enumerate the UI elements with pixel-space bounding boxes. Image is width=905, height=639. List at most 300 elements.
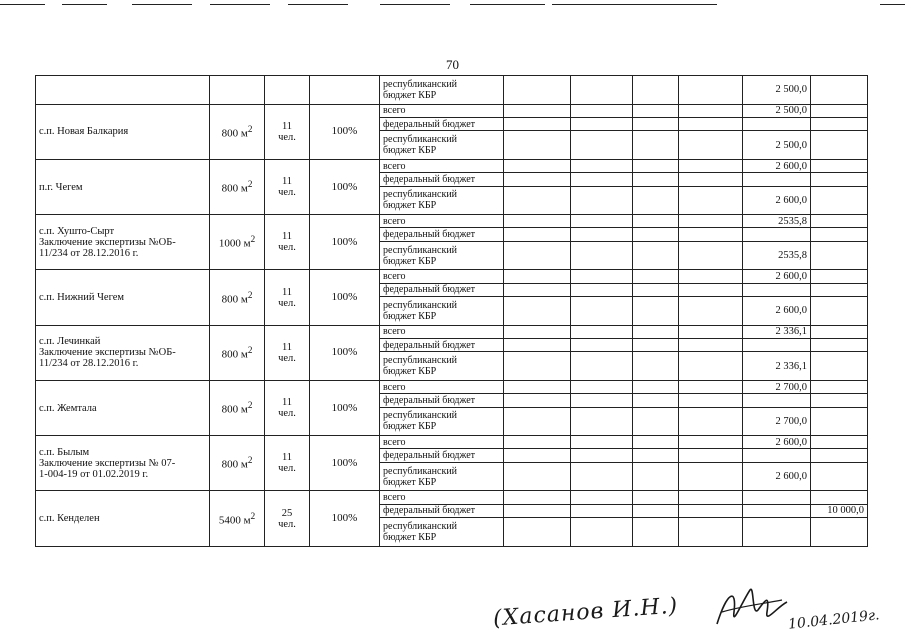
empty-cell: [633, 394, 679, 407]
people-cell: [265, 491, 310, 547]
source-line: бюджет КБР: [383, 89, 437, 101]
settlement-name-cell: [36, 380, 210, 435]
value-cell-last: [811, 407, 868, 436]
source-line: всего: [383, 271, 406, 283]
empty-cell: [679, 283, 743, 296]
value-cell-last: [811, 131, 868, 160]
empty-cell: [504, 131, 571, 160]
source-line: федеральный бюджет: [383, 505, 476, 517]
empty-cell: [633, 518, 679, 547]
empty-cell: [504, 117, 571, 130]
empty-cell: [571, 76, 633, 105]
empty-cell: [504, 449, 571, 462]
source-line: федеральный бюджет: [383, 229, 476, 241]
source-cell: [380, 338, 504, 351]
source-line: всего: [383, 160, 406, 172]
percent-cell: 100%: [310, 491, 380, 547]
empty-cell: [679, 491, 743, 504]
empty-cell: [633, 117, 679, 130]
people-unit: чел.: [278, 463, 296, 475]
value-cell: 2 600,0: [743, 186, 811, 215]
empty-cell: [633, 104, 679, 117]
signature: [712, 582, 792, 632]
area-cell: [210, 436, 265, 491]
empty-cell: [504, 394, 571, 407]
source-line: республиканский: [383, 189, 458, 201]
value-cell: [743, 518, 811, 547]
empty-cell: [504, 338, 571, 351]
percent-cell: 100%: [310, 104, 380, 159]
empty-cell: [504, 283, 571, 296]
source-cell: [380, 352, 504, 381]
empty-cell: [633, 436, 679, 449]
area-unit-power: 2: [250, 510, 256, 521]
empty-cell: [633, 131, 679, 160]
empty-cell: [679, 270, 743, 283]
empty-cell: [571, 352, 633, 381]
empty-cell: [679, 159, 743, 172]
top-rule: [288, 4, 348, 5]
empty-cell: [571, 215, 633, 228]
source-line: федеральный бюджет: [383, 450, 476, 462]
area-unit-power: 2: [247, 455, 253, 466]
source-line: федеральный бюджет: [383, 394, 476, 406]
source-line: всего: [383, 326, 406, 338]
empty-cell: [504, 173, 571, 186]
settlement-name-line: с.п. Лечинкай: [39, 336, 101, 348]
empty-cell: [633, 380, 679, 393]
people-unit: чел.: [278, 408, 296, 420]
budget-table: [35, 75, 868, 547]
handwritten-name: (Хасанов И.Н.): [492, 593, 679, 632]
value-cell-last: [811, 186, 868, 215]
source-cell: [380, 241, 504, 270]
area-value: 800 м: [221, 182, 248, 195]
table-row: [36, 380, 868, 393]
empty-cell: [210, 76, 265, 105]
empty-cell: [504, 76, 571, 105]
handwritten-date: 10.04.2019г.: [787, 607, 881, 633]
empty-cell: [571, 504, 633, 517]
empty-cell: [504, 407, 571, 436]
empty-cell: [633, 462, 679, 491]
percent-cell: 100%: [310, 270, 380, 325]
source-line: бюджет КБР: [383, 145, 437, 157]
table-row: [36, 491, 868, 504]
area-cell: [210, 104, 265, 159]
value-cell: [743, 394, 811, 407]
source-cell: [380, 394, 504, 407]
empty-cell: [633, 449, 679, 462]
value-cell-last: [811, 297, 868, 326]
empty-cell: [679, 449, 743, 462]
value-cell-last: [811, 228, 868, 241]
source-cell: [380, 228, 504, 241]
empty-cell: [571, 241, 633, 270]
value-cell: 2 600,0: [743, 270, 811, 283]
top-rule: [880, 4, 905, 5]
people-count: 11: [281, 397, 293, 409]
area-cell: [210, 215, 265, 270]
empty-cell: [571, 283, 633, 296]
source-line: республиканский: [383, 410, 458, 422]
value-cell: 2 700,0: [743, 380, 811, 393]
settlement-name-cell: [36, 104, 210, 159]
people-cell: [265, 215, 310, 270]
source-cell: [380, 186, 504, 215]
area-cell: [210, 159, 265, 214]
empty-cell: [504, 518, 571, 547]
empty-cell: [679, 241, 743, 270]
empty-cell: [679, 518, 743, 547]
source-cell: [380, 159, 504, 172]
empty-cell: [679, 297, 743, 326]
value-cell: 2 600,0: [743, 436, 811, 449]
value-cell-last: [811, 283, 868, 296]
area-value: 800 м: [221, 127, 248, 140]
empty-cell: [679, 352, 743, 381]
top-rule: [132, 4, 192, 5]
source-line: федеральный бюджет: [383, 284, 476, 296]
source-line: бюджет КБР: [383, 476, 437, 488]
empty-cell: [504, 380, 571, 393]
source-line: республиканский: [383, 299, 458, 311]
empty-cell: [36, 76, 210, 105]
source-cell: [380, 380, 504, 393]
value-cell-last: [811, 380, 868, 393]
source-cell: [380, 215, 504, 228]
area-unit-power: 2: [247, 123, 253, 134]
settlement-name-line: 1-004-19 от 01.02.2019 г.: [39, 468, 149, 480]
value-cell-last: [811, 462, 868, 491]
value-cell: 2 336,1: [743, 325, 811, 338]
source-cell: [380, 104, 504, 117]
source-line: бюджет КБР: [383, 310, 437, 322]
empty-cell: [679, 186, 743, 215]
settlement-name-line: Заключение экспертизы № 07-: [39, 457, 176, 469]
empty-cell: [679, 228, 743, 241]
value-cell-last: [811, 449, 868, 462]
area-cell: [210, 380, 265, 435]
source-cell: [380, 117, 504, 130]
empty-cell: [504, 504, 571, 517]
people-cell: [265, 104, 310, 159]
empty-cell: [679, 407, 743, 436]
empty-cell: [633, 407, 679, 436]
value-cell-last: 10 000,0: [811, 504, 868, 517]
source-cell: [380, 449, 504, 462]
empty-cell: [679, 394, 743, 407]
empty-cell: [679, 325, 743, 338]
settlement-name-line: с.п. Кенделен: [39, 513, 100, 525]
empty-cell: [571, 338, 633, 351]
empty-cell: [571, 159, 633, 172]
source-line: всего: [383, 436, 406, 448]
empty-cell: [679, 173, 743, 186]
source-line: республиканский: [383, 78, 458, 90]
table-row: [36, 436, 868, 449]
source-cell: [380, 76, 504, 105]
value-cell-last: [811, 491, 868, 504]
value-cell: [743, 504, 811, 517]
empty-cell: [504, 270, 571, 283]
area-value: 800 м: [221, 459, 248, 472]
empty-cell: [679, 380, 743, 393]
people-count: 11: [281, 120, 293, 132]
people-unit: чел.: [278, 187, 296, 199]
value-cell-last: [811, 104, 868, 117]
people-cell: [265, 325, 310, 380]
settlement-name-line: с.п. Новая Балкария: [39, 126, 129, 138]
people-cell: [265, 436, 310, 491]
source-line: республиканский: [383, 355, 458, 367]
empty-cell: [504, 297, 571, 326]
empty-cell: [504, 325, 571, 338]
source-cell: [380, 131, 504, 160]
source-line: бюджет КБР: [383, 200, 437, 212]
source-cell: [380, 173, 504, 186]
empty-cell: [571, 462, 633, 491]
value-cell-last: [811, 241, 868, 270]
value-cell: 2535,8: [743, 215, 811, 228]
source-cell: [380, 436, 504, 449]
source-line: республиканский: [383, 134, 458, 146]
empty-cell: [633, 504, 679, 517]
people-unit: чел.: [278, 131, 296, 143]
value-cell: [743, 228, 811, 241]
area-cell: [210, 325, 265, 380]
value-cell-last: [811, 117, 868, 130]
settlement-name-line: п.г. Чегем: [39, 181, 83, 193]
settlement-name-line: с.п. Былым: [39, 446, 90, 458]
table-row: [36, 104, 868, 117]
empty-cell: [679, 338, 743, 351]
empty-cell: [811, 76, 868, 105]
empty-cell: [571, 104, 633, 117]
settlement-name-line: Заключение экспертизы №ОБ-: [39, 347, 176, 359]
empty-cell: [679, 462, 743, 491]
empty-cell: [571, 380, 633, 393]
value-cell-last: [811, 159, 868, 172]
people-unit: чел.: [278, 518, 296, 530]
area-value: 800 м: [221, 348, 248, 361]
table-row: [36, 159, 868, 172]
empty-cell: [504, 228, 571, 241]
source-line: бюджет КБР: [383, 532, 437, 543]
percent-cell: 100%: [310, 380, 380, 435]
empty-cell: [679, 215, 743, 228]
source-line: федеральный бюджет: [383, 339, 476, 351]
value-cell: [743, 117, 811, 130]
source-cell: [380, 297, 504, 326]
people-count: 11: [281, 341, 293, 353]
empty-cell: [571, 491, 633, 504]
empty-cell: [633, 159, 679, 172]
settlement-name-cell: [36, 270, 210, 325]
empty-cell: [633, 186, 679, 215]
table-row: [36, 325, 868, 338]
empty-cell: [679, 504, 743, 517]
empty-cell: [633, 325, 679, 338]
empty-cell: [679, 131, 743, 160]
empty-cell: [633, 491, 679, 504]
value-cell-last: [811, 173, 868, 186]
empty-cell: [571, 436, 633, 449]
value-cell-last: [811, 325, 868, 338]
top-rule: [210, 4, 270, 5]
empty-cell: [571, 117, 633, 130]
empty-cell: [633, 215, 679, 228]
source-line: всего: [383, 105, 406, 117]
percent-cell: 100%: [310, 215, 380, 270]
table-body: [36, 76, 868, 547]
value-cell: 2 600,0: [743, 462, 811, 491]
value-cell: [743, 338, 811, 351]
value-cell: [743, 491, 811, 504]
empty-cell: [633, 228, 679, 241]
settlement-name-cell: [36, 436, 210, 491]
area-unit-power: 2: [247, 289, 253, 300]
source-cell: [380, 462, 504, 491]
settlement-name-line: 11/234 от 28.12.2016 г.: [39, 358, 139, 370]
value-cell-last: [811, 338, 868, 351]
source-cell: [380, 270, 504, 283]
source-line: республиканский: [383, 244, 458, 256]
percent-cell: 100%: [310, 325, 380, 380]
source-cell: [380, 407, 504, 436]
settlement-name-line: с.п. Нижний Чегем: [39, 292, 125, 304]
source-line: федеральный бюджет: [383, 118, 476, 130]
empty-cell: [633, 270, 679, 283]
empty-cell: [679, 76, 743, 105]
source-line: бюджет КБР: [383, 255, 437, 267]
page-number: 70: [446, 57, 459, 72]
settlement-name-line: 11/234 от 28.12.2016 г.: [39, 247, 139, 259]
area-cell: [210, 270, 265, 325]
top-rule: [62, 4, 107, 5]
empty-cell: [571, 325, 633, 338]
table-row: [36, 76, 868, 105]
empty-cell: [571, 131, 633, 160]
table-row: [36, 215, 868, 228]
people-cell: [265, 380, 310, 435]
area-unit-power: 2: [247, 344, 253, 355]
empty-cell: [504, 159, 571, 172]
people-count: 11: [281, 452, 293, 464]
value-cell: [743, 173, 811, 186]
area-value: 5400 м: [218, 514, 251, 527]
area-value: 1000 м: [218, 238, 251, 251]
empty-cell: [633, 76, 679, 105]
value-cell-last: [811, 394, 868, 407]
table-row: [36, 270, 868, 283]
empty-cell: [571, 228, 633, 241]
people-unit: чел.: [278, 242, 296, 254]
people-count: 25: [281, 507, 293, 519]
value-cell: 2535,8: [743, 241, 811, 270]
settlement-name-line: с.п. Хушто-Сырт: [39, 225, 115, 237]
value-cell-last: [811, 270, 868, 283]
value-cell: 2 600,0: [743, 297, 811, 326]
source-line: федеральный бюджет: [383, 173, 476, 185]
empty-cell: [310, 76, 380, 105]
people-unit: чел.: [278, 297, 296, 309]
settlement-name-line: с.п. Жемтала: [39, 402, 97, 414]
value-cell: 2 700,0: [743, 407, 811, 436]
source-cell: [380, 491, 504, 504]
value-cell: 2 600,0: [743, 159, 811, 172]
empty-cell: [571, 186, 633, 215]
empty-cell: [633, 283, 679, 296]
empty-cell: [571, 297, 633, 326]
empty-cell: [633, 338, 679, 351]
value-cell: 2 500,0: [743, 76, 811, 105]
people-cell: [265, 159, 310, 214]
source-cell: [380, 325, 504, 338]
empty-cell: [571, 449, 633, 462]
empty-cell: [679, 117, 743, 130]
source-line: республиканский: [383, 521, 458, 532]
empty-cell: [504, 462, 571, 491]
empty-cell: [633, 352, 679, 381]
source-cell: [380, 518, 504, 547]
source-line: республиканский: [383, 465, 458, 477]
people-count: 11: [281, 286, 293, 298]
empty-cell: [504, 104, 571, 117]
value-cell: 2 500,0: [743, 104, 811, 117]
area-cell: [210, 491, 265, 547]
percent-cell: 100%: [310, 159, 380, 214]
empty-cell: [504, 241, 571, 270]
people-count: 11: [281, 231, 293, 243]
empty-cell: [571, 407, 633, 436]
value-cell: [743, 283, 811, 296]
settlement-name-cell: [36, 159, 210, 214]
empty-cell: [504, 186, 571, 215]
area-unit-power: 2: [247, 179, 253, 190]
source-line: бюджет КБР: [383, 366, 437, 378]
value-cell: 2 500,0: [743, 131, 811, 160]
settlement-name-cell: [36, 215, 210, 270]
empty-cell: [679, 436, 743, 449]
empty-cell: [571, 518, 633, 547]
empty-cell: [571, 394, 633, 407]
settlement-name-line: Заключение экспертизы №ОБ-: [39, 236, 176, 248]
value-cell-last: [811, 518, 868, 547]
top-rule: [380, 4, 450, 5]
area-value: 800 м: [221, 293, 248, 306]
people-count: 11: [281, 176, 293, 188]
source-line: всего: [383, 492, 406, 504]
area-unit-power: 2: [250, 234, 256, 245]
people-cell: [265, 270, 310, 325]
source-line: всего: [383, 215, 406, 227]
top-rule: [470, 4, 545, 5]
empty-cell: [679, 104, 743, 117]
empty-cell: [571, 173, 633, 186]
settlement-name-cell: [36, 325, 210, 380]
empty-cell: [633, 173, 679, 186]
area-value: 800 м: [221, 403, 248, 416]
empty-cell: [265, 76, 310, 105]
value-cell-last: [811, 352, 868, 381]
value-cell-last: [811, 436, 868, 449]
area-unit-power: 2: [247, 400, 253, 411]
empty-cell: [504, 491, 571, 504]
value-cell: [743, 449, 811, 462]
people-unit: чел.: [278, 352, 296, 364]
source-line: всего: [383, 381, 406, 393]
